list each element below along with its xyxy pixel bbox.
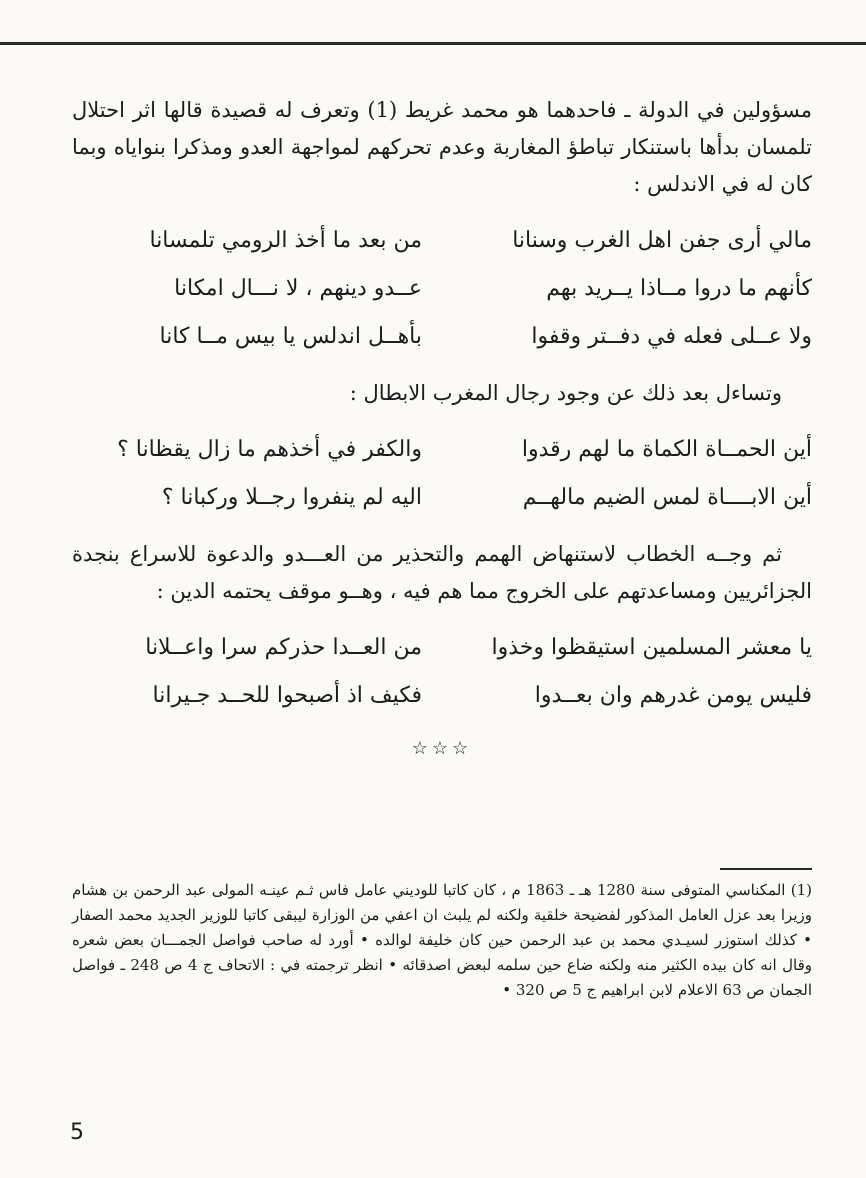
verse-first-hemistich: مالي أرى جفن اهل الغرب وسنانا bbox=[512, 228, 812, 253]
verse-line bbox=[72, 313, 812, 361]
verse-second-hemistich: اليه لم ينفروا رجــلا وركبانا ؟ bbox=[161, 485, 422, 510]
verse-line bbox=[72, 672, 812, 720]
verse-second-hemistich: بأهــل اندلس يا بيس مــا كانا bbox=[159, 324, 422, 349]
verse-second-hemistich: والكفر في أخذهم ما زال يقظانا ؟ bbox=[117, 437, 422, 462]
section-break-stars: ☆☆☆ bbox=[411, 738, 473, 759]
page-number: 5 bbox=[70, 1120, 84, 1145]
verse-second-hemistich: عــدو دينهم ، لا نـــال امكانا bbox=[174, 276, 422, 301]
header-rule bbox=[0, 42, 866, 45]
verse-line bbox=[72, 624, 812, 672]
verse-second-hemistich: من العــدا حذركم سرا واعــلانا bbox=[145, 635, 422, 660]
verse-first-hemistich: ولا عــلى فعله في دفــتر وقفوا bbox=[531, 324, 812, 349]
main-text bbox=[72, 92, 812, 764]
verse-line bbox=[72, 426, 812, 474]
verse-line bbox=[72, 474, 812, 522]
footnote-rule bbox=[720, 868, 812, 870]
poem-excerpt-1 bbox=[72, 217, 812, 361]
verse-first-hemistich: يا معشر المسلمين استيقظوا وخذوا bbox=[491, 635, 812, 660]
footnote: (1) المكناسي المتوفى سنة 1280 هـ ـ 1863 م ، كان كاتبا للوديني عامل فاس ثـم عينـه المولى عبد الرحمن بن هشام وزيرا بعد عزل العامل المذكور لفضيحة خلقية ولكنه لم يلبث ان اعفي من الوزارة ليبقى كاتبا للوزير الجديد محمد الصفار • كذلك استوزر لسيـدي محمد بن عبد الرحمن حين كان خليفة لوالده • أورد له صاحب فواصل الجمـــان بعض شعره وقال انه كان بيده الكثير منه ولكنه ضاع حين سلمه لبعض اصدقائه • انظر ترجمته في : الاتحاف ج 4 ص 248 ـ فواصل الجمان ص 63 الاعلام لابن ابراهيم ج 5 ص 320 • bbox=[72, 881, 813, 999]
verse-first-hemistich: أين الحمــاة الكماة ما لهم رقدوا bbox=[521, 437, 812, 462]
verse-second-hemistich: فكيف اذ أصبحوا للحــد جـيرانا bbox=[152, 683, 422, 708]
paragraph-question: وتساءل بعد ذلك عن وجود رجال المغرب الابطال : bbox=[349, 381, 782, 405]
verse-first-hemistich: أين الابــــاة لمس الضيم مالهــم bbox=[522, 485, 812, 510]
verse-first-hemistich: كأنهم ما دروا مــاذا يــريد بهم bbox=[546, 276, 812, 301]
paragraph-intro: مسؤولين في الدولة ـ فاحدهما هو محمد غريط (1) وتعرف له قصيدة قالها اثر احتلال تلمسان بدأها باستنكار تباطؤ المغاربة وعدم تحركهم لمواجهة العدو ومذكرا بنواياه وبما كان له في الاندلس : bbox=[72, 98, 812, 196]
poem-excerpt-2 bbox=[72, 426, 812, 522]
verse-second-hemistich: من بعد ما أخذ الرومي تلمسانا bbox=[149, 228, 422, 253]
poem-excerpt-3 bbox=[72, 624, 812, 720]
paragraph-address: ثم وجــه الخطاب لاستنهاض الهمم والتحذير من العـــدو والدعوة للاسراع بنجدة الجزائريين ومساعدتهم على الخروج مما هم فيه ، وهــو موقف يحتمه الدين : bbox=[72, 542, 812, 603]
verse-line bbox=[72, 265, 812, 313]
verse-line bbox=[72, 217, 812, 265]
verse-first-hemistich: فليس يومن غدرهم وان بعــدوا bbox=[534, 683, 812, 708]
